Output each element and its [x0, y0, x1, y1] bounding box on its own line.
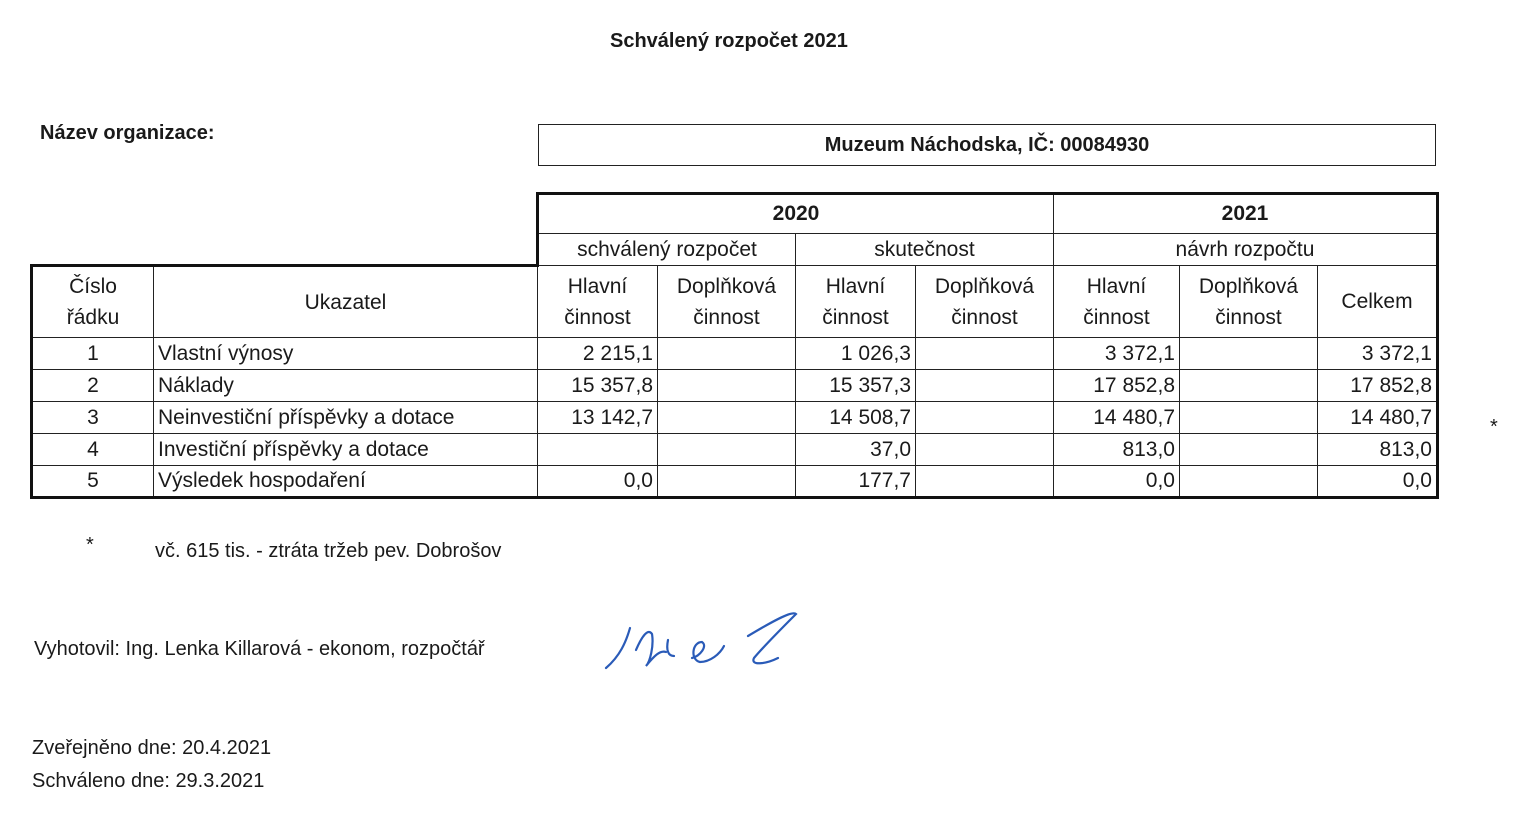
- actual-main-value: 177,7: [796, 466, 916, 498]
- year-header-row: [32, 194, 1438, 234]
- proposal-total-value: 813,0: [1318, 434, 1438, 466]
- footnote-text: vč. 615 tis. - ztráta tržeb pev. Dobrošov: [155, 540, 502, 562]
- table-row: [32, 434, 1438, 466]
- row-label: Výsledek hospodaření: [154, 466, 538, 498]
- approved-supp-header: Doplňková činnost: [658, 266, 796, 338]
- proposal-supp-value: [1180, 370, 1318, 402]
- actual-main-value: 37,0: [796, 434, 916, 466]
- actual-supp-value: [916, 402, 1054, 434]
- document-title: Schválený rozpočet 2021: [610, 30, 848, 52]
- approved-supp-value: [658, 466, 796, 498]
- proposal-total-value: 3 372,1: [1318, 338, 1438, 370]
- year-2021-header: 2021: [1054, 194, 1438, 234]
- proposal-supp-value: [1180, 466, 1318, 498]
- row-number: 4: [32, 434, 154, 466]
- row-3-footnote-mark: *: [1490, 416, 1498, 438]
- organization-label: Název organizace:: [40, 122, 215, 144]
- budget-table: [30, 192, 1439, 499]
- published-date: Zveřejněno dne: 20.4.2021: [32, 737, 272, 759]
- year-2020-header: 2020: [538, 194, 1054, 234]
- approved-main-value: 0,0: [538, 466, 658, 498]
- proposal-total-value: 14 480,7: [1318, 402, 1438, 434]
- actual-supp-value: [916, 466, 1054, 498]
- approved-budget-header: schválený rozpočet: [538, 234, 796, 266]
- proposal-supp-value: [1180, 434, 1318, 466]
- prepared-by: Vyhotovil: Ing. Lenka Killarová - ekonom, rozpočtář: [34, 638, 485, 660]
- proposal-total-value: 17 852,8: [1318, 370, 1438, 402]
- actual-supp-value: [916, 338, 1054, 370]
- approved-main-value: [538, 434, 658, 466]
- table-row: [32, 338, 1438, 370]
- proposal-main-value: 3 372,1: [1054, 338, 1180, 370]
- approved-main-value: 15 357,8: [538, 370, 658, 402]
- actual-main-header: Hlavní činnost: [796, 266, 916, 338]
- approved-main-value: 2 215,1: [538, 338, 658, 370]
- proposal-main-value: 14 480,7: [1054, 402, 1180, 434]
- actual-supp-value: [916, 434, 1054, 466]
- approved-main-value: 13 142,7: [538, 402, 658, 434]
- row-number: 5: [32, 466, 154, 498]
- row-number: 3: [32, 402, 154, 434]
- actual-supp-value: [916, 370, 1054, 402]
- row-number-header: Číslo řádku: [32, 266, 154, 338]
- approved-date: Schváleno dne: 29.3.2021: [32, 770, 265, 792]
- actual-main-value: 1 026,3: [796, 338, 916, 370]
- row-number: 2: [32, 370, 154, 402]
- table-row: [32, 370, 1438, 402]
- approved-main-header: Hlavní činnost: [538, 266, 658, 338]
- organization-name-box: [538, 124, 1436, 166]
- budget-proposal-header: návrh rozpočtu: [1054, 234, 1438, 266]
- actual-header: skutečnost: [796, 234, 1054, 266]
- proposal-main-header: Hlavní činnost: [1054, 266, 1180, 338]
- approved-supp-value: [658, 370, 796, 402]
- row-label: Neinvestiční příspěvky a dotace: [154, 402, 538, 434]
- handwritten-signature: [596, 606, 806, 676]
- actual-main-value: 15 357,3: [796, 370, 916, 402]
- proposal-total-value: 0,0: [1318, 466, 1438, 498]
- proposal-supp-header: Doplňková činnost: [1180, 266, 1318, 338]
- row-label: Náklady: [154, 370, 538, 402]
- proposal-supp-value: [1180, 402, 1318, 434]
- approved-supp-value: [658, 338, 796, 370]
- proposal-total-header: Celkem: [1318, 266, 1438, 338]
- proposal-main-value: 0,0: [1054, 466, 1180, 498]
- table-row: [32, 466, 1438, 498]
- footnote-mark: *: [86, 534, 94, 556]
- organization-name: Muzeum Náchodska, IČ: 00084930: [824, 133, 1150, 156]
- column-header-row: [32, 266, 1438, 338]
- proposal-main-value: 813,0: [1054, 434, 1180, 466]
- group-header-row: [32, 234, 1438, 266]
- proposal-main-value: 17 852,8: [1054, 370, 1180, 402]
- approved-supp-value: [658, 434, 796, 466]
- indicator-header: Ukazatel: [154, 266, 538, 338]
- approved-supp-value: [658, 402, 796, 434]
- actual-main-value: 14 508,7: [796, 402, 916, 434]
- row-label: Vlastní výnosy: [154, 338, 538, 370]
- proposal-supp-value: [1180, 338, 1318, 370]
- row-number: 1: [32, 338, 154, 370]
- table-row: [32, 402, 1438, 434]
- actual-supp-header: Doplňková činnost: [916, 266, 1054, 338]
- row-label: Investiční příspěvky a dotace: [154, 434, 538, 466]
